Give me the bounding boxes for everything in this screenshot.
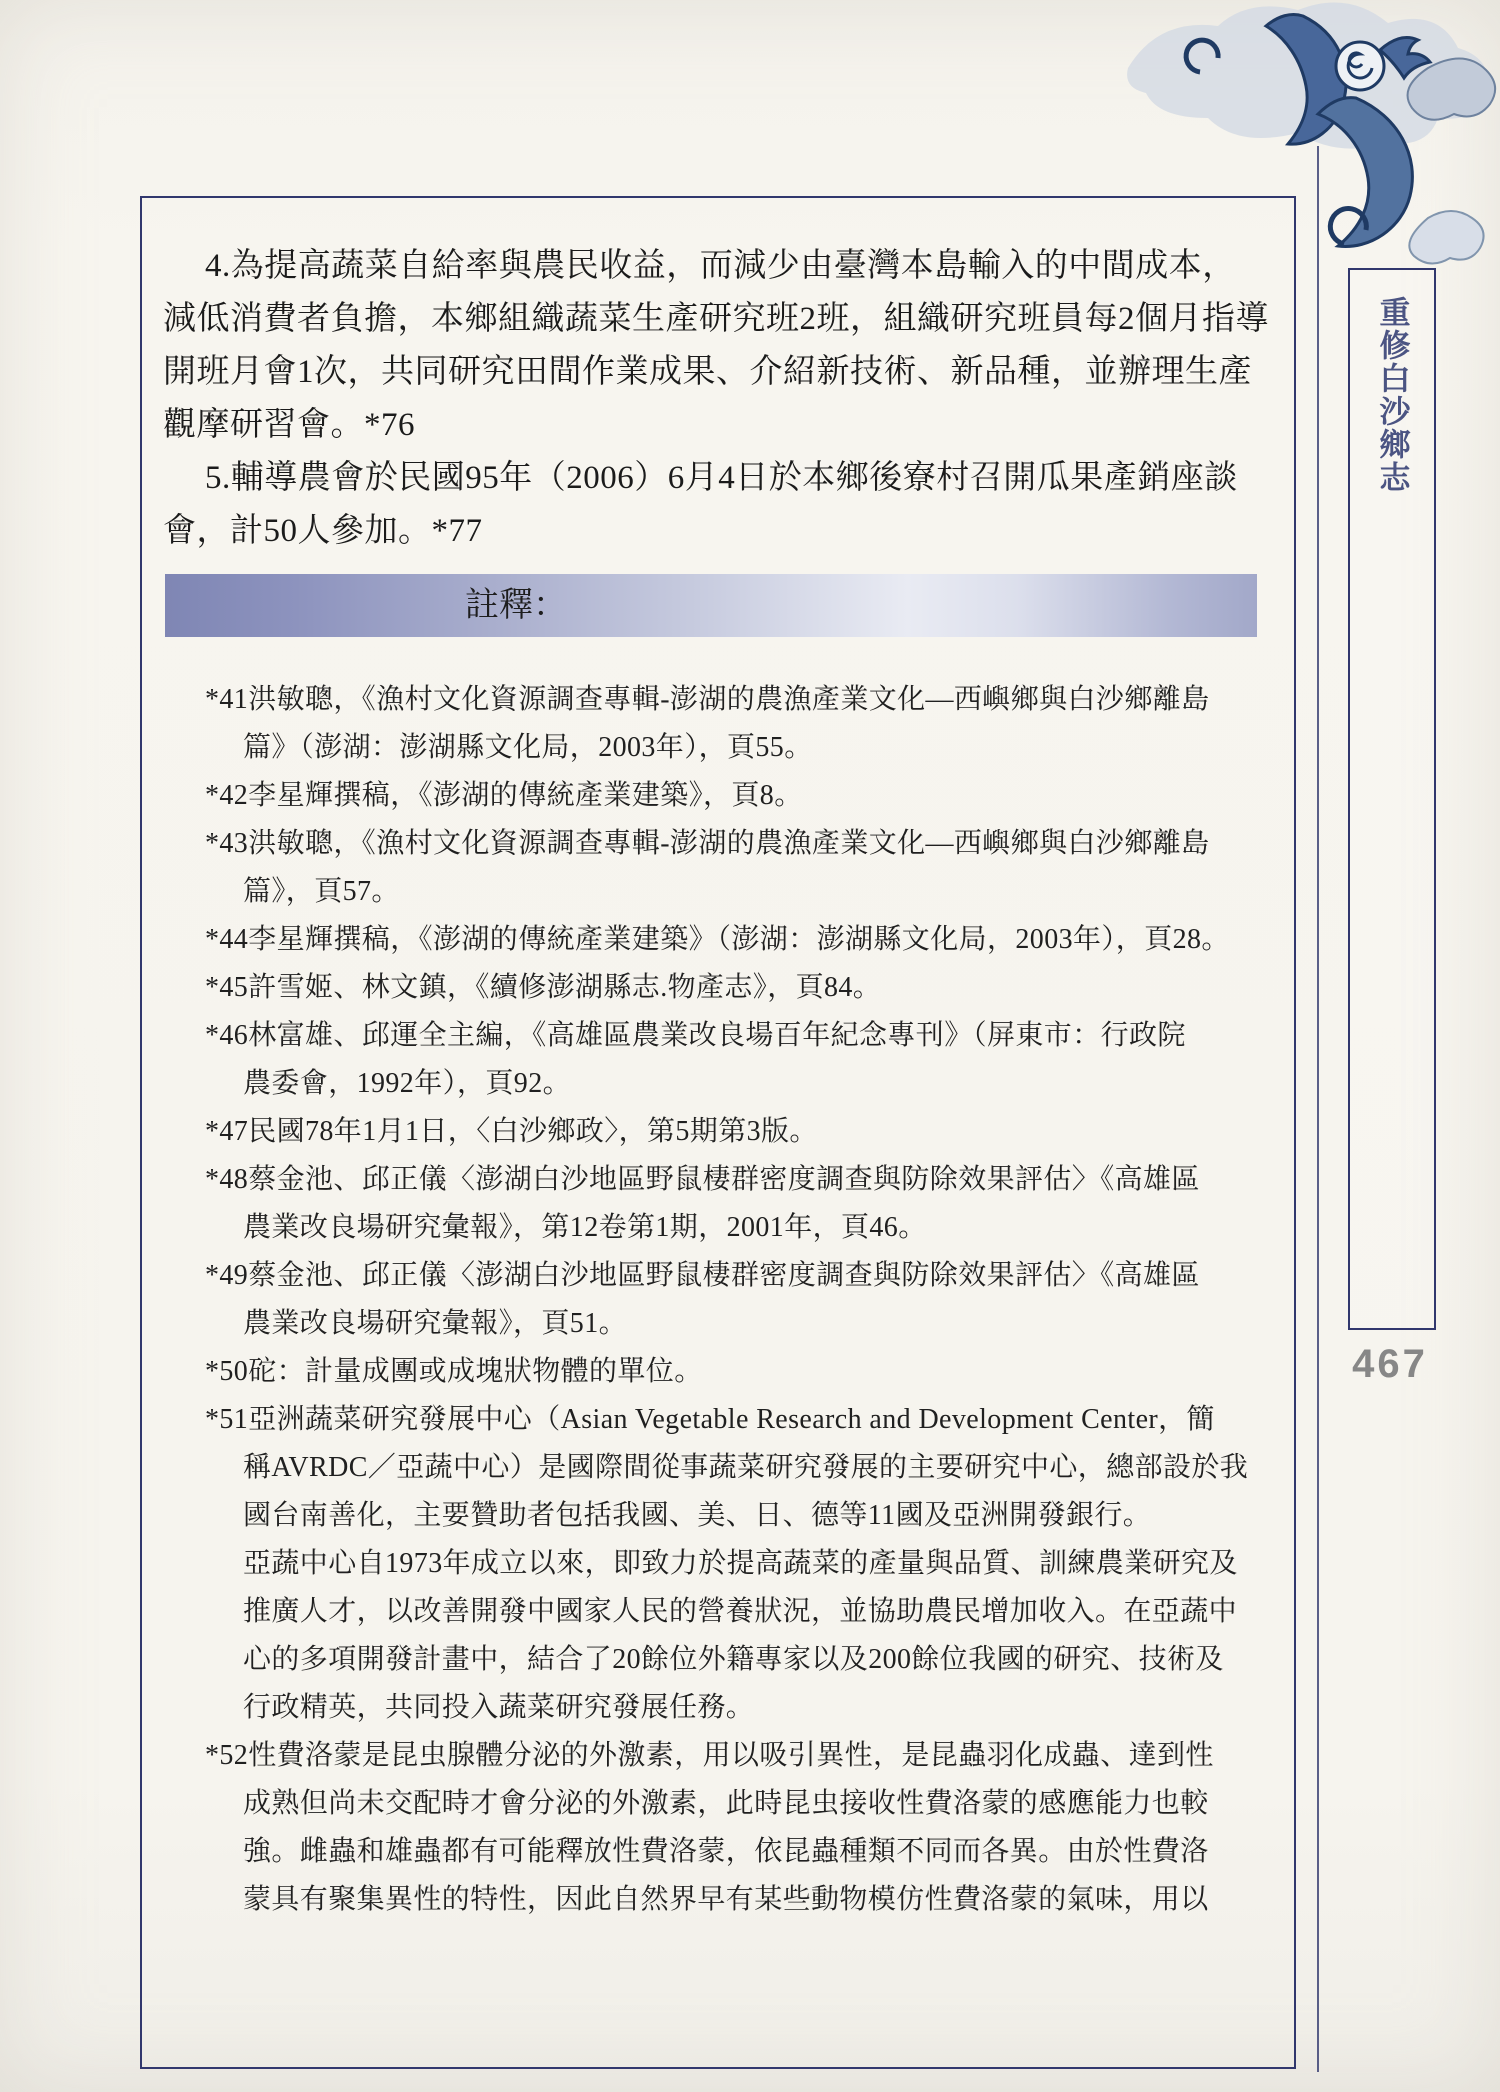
footnote-line: 推廣人才，以改善開發中國家人民的營養狀況，並協助農民增加收入。在亞蔬中 <box>243 1596 1238 1627</box>
footnote-line: 篇》，頁57。 <box>243 876 400 907</box>
footnote-line: 亞蔬中心自1973年成立以來，即致力於提高蔬菜的產量與品質、訓練農業研究及 <box>243 1548 1238 1579</box>
sidebar-title-box <box>1348 268 1436 1330</box>
footnote-line: 強。雌蟲和雄蟲都有可能釋放性費洛蒙，依昆蟲種類不同而各異。由於性費洛 <box>243 1836 1209 1867</box>
footnote-line: *51亞洲蔬菜研究發展中心（Asian Vegetable Research and Development Center，簡 <box>205 1404 1215 1435</box>
footnote-line: *49蔡金池、邱正儀〈澎湖白沙地區野鼠棲群密度調查與防除效果評估〉《高雄區 <box>205 1260 1200 1291</box>
footnote-line: *43洪敏聰，《漁村文化資源調查專輯-澎湖的農漁產業文化—西嶼鄉與白沙鄉離島 <box>205 828 1210 859</box>
paragraph-line: 4.為提高蔬菜自給率與農民收益，而減少由臺灣本島輸入的中間成本， <box>205 248 1236 284</box>
footnote-line: 篇》（澎湖：澎湖縣文化局，2003年），頁55。 <box>243 732 813 763</box>
page-margin-rule <box>1317 146 1319 2072</box>
notes-banner-label: 註釋： <box>465 587 567 624</box>
footnote-line: 農委會，1992年），頁92。 <box>243 1068 572 1099</box>
footnote-line: *45許雪姬、林文鎮，《續修澎湖縣志.物產志》，頁84。 <box>205 972 882 1003</box>
footnote-line: *44李星輝撰稿，《澎湖的傳統產業建築》（澎湖：澎湖縣文化局，2003年），頁28。 <box>205 924 1230 955</box>
footnote-line: 農業改良場研究彙報》，第12卷第1期，2001年，頁46。 <box>243 1212 927 1243</box>
footnote-line: *46林富雄、邱運全主編，《高雄區農業改良場百年紀念專刊》（屏東市：行政院 <box>205 1020 1186 1051</box>
page-number: 467 <box>1352 1342 1428 1386</box>
footnotes-list <box>142 676 1294 1924</box>
footnote-line: 行政精英，共同投入蔬菜研究發展任務。 <box>243 1692 755 1723</box>
paragraph-line: 會，計50人參加。*77 <box>163 513 483 549</box>
paragraph-line: 減低消費者負擔，本鄉組織蔬菜生產研究班2班，組織研究班員每2個月指導 <box>163 301 1269 337</box>
footnote-line: 心的多項開發計畫中，結合了20餘位外籍專家以及200餘位我國的研究、技術及 <box>243 1644 1224 1675</box>
paragraph-line: 觀摩研習會。*76 <box>163 407 415 443</box>
footnote-line: *50砣：計量成團或成塊狀物體的單位。 <box>205 1356 703 1387</box>
content-box <box>140 196 1296 2069</box>
notes-section-banner <box>165 574 1257 637</box>
paragraph-line: 開班月會1次，共同研究田間作業成果、介紹新技術、新品種，並辦理生產 <box>163 354 1252 390</box>
footnote-line: 稱AVRDC／亞蔬中心）是國際間從事蔬菜研究發展的主要研究中心，總部設於我 <box>243 1452 1249 1483</box>
cloud-ornament-icon <box>1098 0 1500 278</box>
paragraph-line: 5.輔導農會於民國95年（2006）6月4日於本鄉後寮村召開瓜果產銷座談 <box>205 460 1238 496</box>
body-paragraphs <box>163 240 1269 558</box>
footnote-line: *48蔡金池、邱正儀〈澎湖白沙地區野鼠棲群密度調查與防除效果評估〉《高雄區 <box>205 1164 1200 1195</box>
footnote-line: 成熟但尚未交配時才會分泌的外激素，此時昆虫接收性費洛蒙的感應能力也較 <box>243 1788 1209 1819</box>
footnote-line: 農業改良場研究彙報》，頁51。 <box>243 1308 628 1339</box>
footnote-line: *41洪敏聰，《漁村文化資源調查專輯-澎湖的農漁產業文化—西嶼鄉與白沙鄉離島 <box>205 684 1210 715</box>
footnote-line: 蒙具有聚集異性的特性，因此自然界早有某些動物模仿性費洛蒙的氣味，用以 <box>243 1884 1209 1915</box>
footnote-line: *47民國78年1月1日，〈白沙鄉政〉，第5期第3版。 <box>205 1116 818 1147</box>
footnote-line: *52性費洛蒙是昆虫腺體分泌的外激素，用以吸引異性，是昆蟲羽化成蟲、達到性 <box>205 1740 1214 1771</box>
book-title-vertical: 重修白沙鄉志 <box>1374 296 1410 494</box>
footnote-line: *42李星輝撰稿，《澎湖的傳統產業建築》，頁8。 <box>205 780 803 811</box>
footnote-line: 國台南善化，主要贊助者包括我國、美、日、德等11國及亞洲開發銀行。 <box>243 1500 1152 1531</box>
